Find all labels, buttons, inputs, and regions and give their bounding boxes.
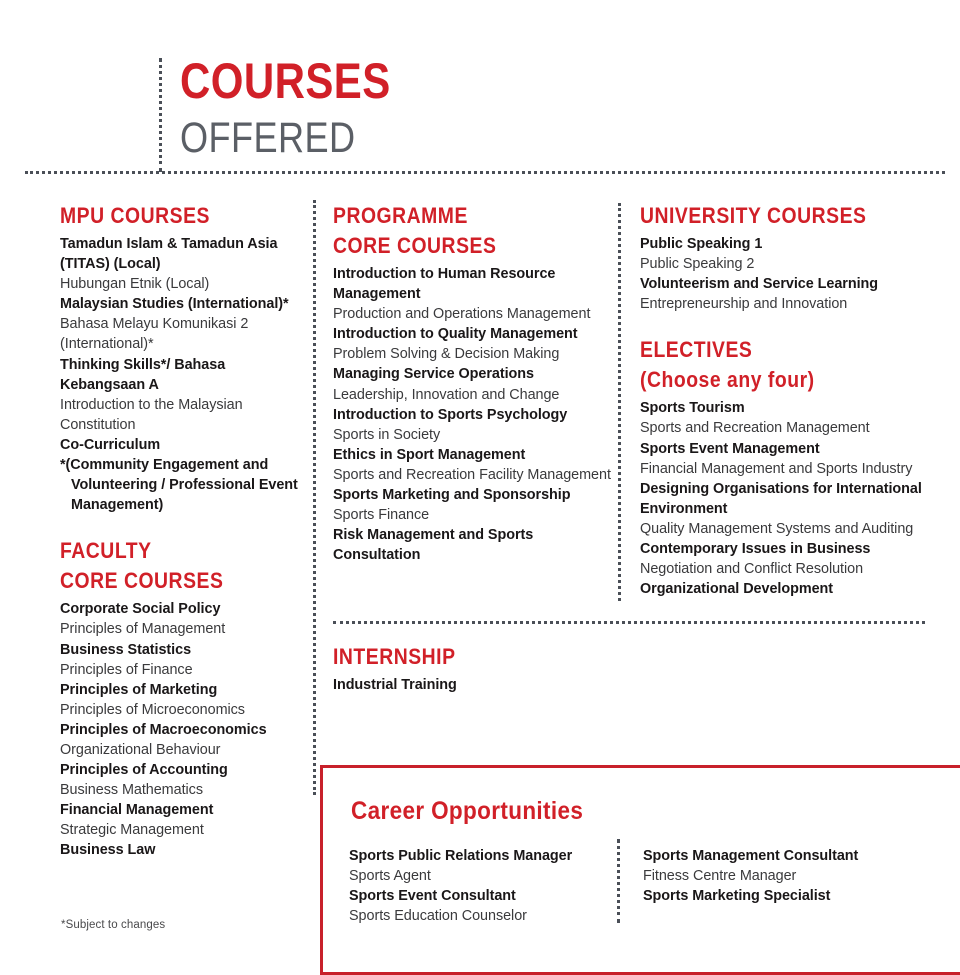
career-list-right: [643, 846, 943, 906]
course-item: Sports Education Counselor: [349, 908, 527, 925]
course-item: Organizational Development: [640, 581, 834, 598]
career-items-right: [643, 846, 943, 906]
course-list-programme-core: [333, 264, 611, 565]
course-item: Sports Management Consultant: [643, 848, 859, 864]
course-item: Sports Tourism: [640, 400, 745, 417]
course-item: Financial Management and Sports Industry: [640, 460, 913, 477]
course-item: Sports Public Relations Manager: [349, 848, 573, 864]
course-item: Sports Agent: [349, 868, 431, 885]
course-item: Problem Solving & Decision Making: [333, 346, 560, 363]
page-header: [0, 0, 960, 172]
course-item: Public Speaking 2: [640, 256, 755, 273]
course-item: Sports and Recreation Management: [640, 420, 870, 437]
course-list-faculty-core: [60, 599, 310, 860]
course-item: Public Speaking 1: [640, 236, 763, 252]
course-item: Introduction to Human Resource Management: [333, 266, 556, 303]
course-item: Introduction to Quality Management: [333, 326, 578, 343]
course-item: Managing Service Operations: [333, 366, 534, 383]
course-item: Introduction to Sports Psychology: [333, 406, 568, 423]
course-item: Introduction to the Malaysian Constitution: [60, 396, 243, 433]
page-title: [180, 53, 431, 162]
column-programme-core: [333, 204, 611, 565]
course-item: Corporate Social Policy: [60, 601, 221, 618]
course-item: Business Mathematics: [60, 782, 203, 799]
course-item: Principles of Management: [60, 621, 226, 638]
course-item: Sports Finance: [333, 507, 430, 524]
course-item: Entrepreneurship and Innovation: [640, 296, 848, 313]
course-item: Tamadun Islam & Tamadun Asia (TITAS) (Local): [60, 236, 278, 273]
course-item: Principles of Microeconomics: [60, 701, 245, 718]
course-item: Sports Event Consultant: [349, 888, 516, 905]
course-item: Hubungan Etnik (Local): [60, 276, 210, 293]
course-item: Bahasa Melayu Komunikasi 2 (International)*: [60, 316, 249, 353]
header-vertical-dotted-rule: [159, 58, 162, 172]
course-item: Principles of Marketing: [60, 681, 218, 698]
section-heading-electives-line1: ELECTIVES: [640, 337, 753, 363]
section-heading-faculty-line1: FACULTY: [60, 538, 152, 564]
section-heading-internship: INTERNSHIP: [333, 644, 456, 669]
course-item: Thinking Skills*/ Bahasa Kebangsaan A: [60, 356, 226, 393]
course-item: Sports Marketing and Sponsorship: [333, 487, 571, 504]
page-title-primary: COURSES: [180, 53, 391, 109]
course-item: Co-Curriculum: [60, 436, 161, 453]
career-items-left: [349, 846, 619, 926]
column-divider-left: [313, 200, 316, 795]
section-heading-university-courses: UNIVERSITY COURSES: [640, 203, 867, 228]
course-item: Ethics in Sport Management: [333, 446, 526, 463]
course-item: Principles of Finance: [60, 661, 193, 678]
course-item: Quality Management Systems and Auditing: [640, 520, 914, 537]
course-item: Sports Marketing Specialist: [643, 888, 831, 905]
course-item: Volunteerism and Service Learning: [640, 276, 879, 293]
section-heading-mpu-courses: MPU COURSES: [60, 203, 210, 228]
career-opportunities-panel: [320, 765, 960, 975]
course-item: Sports Event Management: [640, 440, 820, 457]
header-horizontal-dotted-rule: [25, 171, 945, 174]
course-item: Leadership, Innovation and Change: [333, 386, 560, 403]
course-list-internship: [333, 675, 633, 695]
course-item: Fitness Centre Manager: [643, 868, 797, 885]
page-title-secondary: OFFERED: [180, 114, 356, 162]
course-item: Sports in Society: [333, 426, 441, 443]
course-item: Strategic Management: [60, 822, 204, 839]
course-item: Financial Management: [60, 802, 214, 819]
course-item: Designing Organisations for International Environment: [640, 480, 922, 517]
career-opportunities-title: Career Opportunities: [351, 797, 584, 825]
column-divider-right: [618, 203, 621, 601]
course-item: Risk Management and Sports Consultation: [333, 527, 534, 564]
course-item: Production and Operations Management: [333, 306, 591, 323]
course-item: *(Community Engagement and Volunteering / Professional Event Management): [60, 457, 298, 514]
course-item: Sports and Recreation Facility Management: [333, 466, 611, 483]
internship-dotted-rule: [333, 621, 925, 624]
course-item: Principles of Macroeconomics: [60, 721, 267, 738]
course-list-university: [640, 234, 940, 314]
course-item: Business Statistics: [60, 641, 192, 658]
section-internship: [333, 645, 633, 695]
course-item: Malaysian Studies (International)*: [60, 296, 289, 313]
course-item: Contemporary Issues in Business: [640, 541, 871, 558]
footnote-subject-to-changes: *Subject to changes: [61, 919, 166, 931]
section-heading-electives-line2: (Choose any four): [640, 367, 815, 393]
column-university-electives: [640, 204, 940, 599]
section-heading-faculty-line2: CORE COURSES: [60, 568, 224, 594]
course-item: Negotiation and Conflict Resolution: [640, 561, 864, 578]
career-list-left: [349, 846, 619, 926]
column-mpu-faculty: [60, 204, 310, 861]
course-item: Industrial Training: [333, 677, 457, 693]
course-list-electives: [640, 398, 940, 599]
section-heading-programme-line1: PROGRAMME: [333, 203, 468, 228]
course-list-mpu: [60, 234, 310, 515]
section-heading-programme-line2: CORE COURSES: [333, 233, 497, 258]
course-item: Organizational Behaviour: [60, 741, 221, 758]
course-item: Business Law: [60, 842, 156, 859]
course-item: Principles of Accounting: [60, 762, 228, 779]
